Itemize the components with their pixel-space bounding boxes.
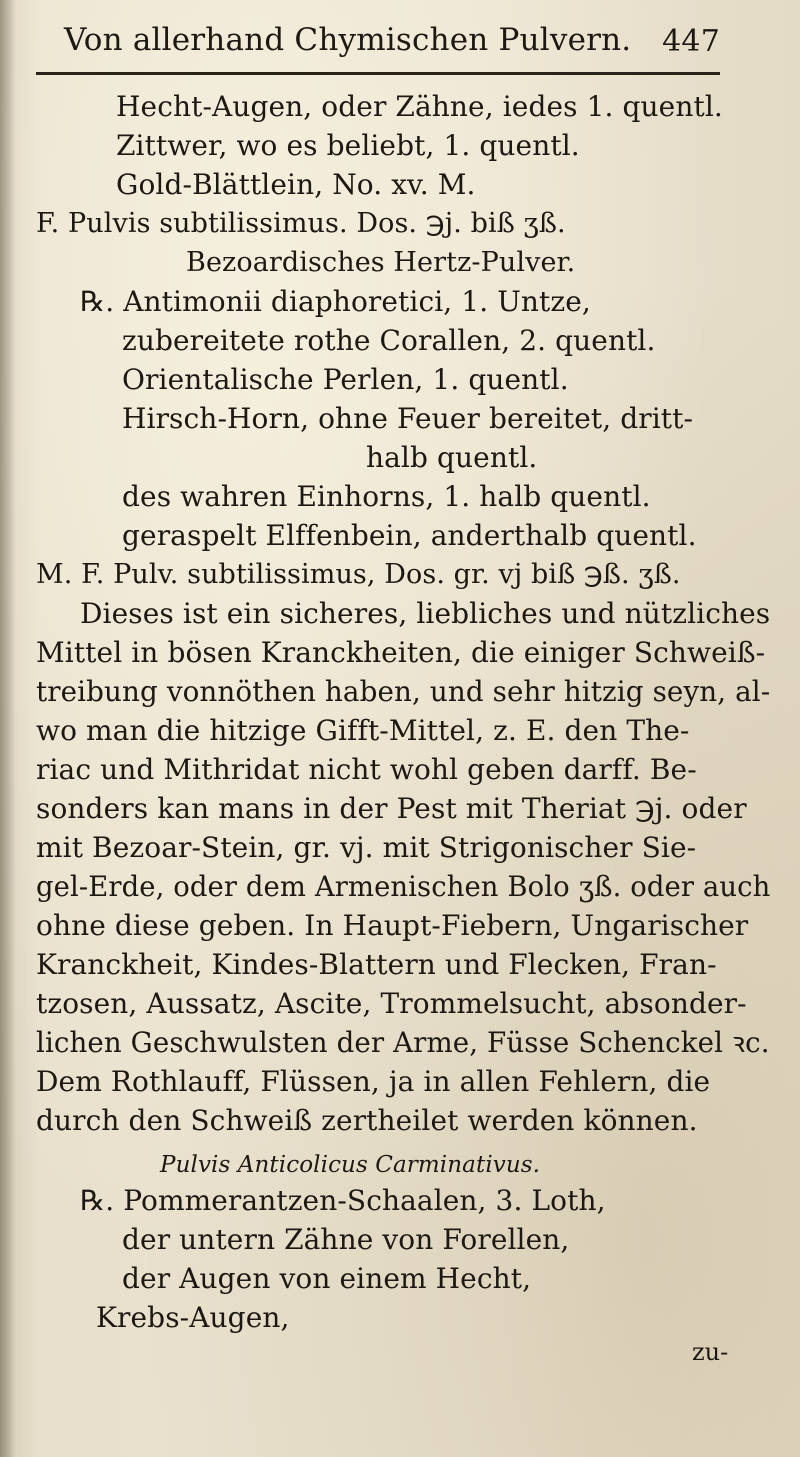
text-line: treibung vonnöthen haben, und sehr hitzig seyn, al- xyxy=(36,675,771,708)
running-title: Von allerhand Chymischen Pulvern. xyxy=(64,22,632,58)
text-line: gel-Erde, oder dem Armenischen Bolo ʒß. oder auch xyxy=(36,870,771,903)
text-line: riac und Mithridat nicht wohl geben darff. Be- xyxy=(36,753,697,786)
catchword: zu- xyxy=(692,1338,729,1366)
text-line: wo man die hitzige Gifft-Mittel, z. E. den The- xyxy=(36,714,690,747)
text-line: des wahren Einhorns, 1. halb quentl. xyxy=(122,480,651,513)
binding-shadow xyxy=(0,0,16,1457)
text-line: Krebs-Augen, xyxy=(96,1301,290,1334)
running-head xyxy=(60,18,720,62)
text-line: F. Pulvis subtilissimus. Dos. ℈j. biß ʒß. xyxy=(36,208,566,239)
section-heading: Pulvis Anticolicus Carminativus. xyxy=(160,1152,541,1178)
text-line: Gold-Blättlein, No. xv. M. xyxy=(116,168,476,201)
text-line: Hecht-Augen, oder Zähne, iedes 1. quentl. xyxy=(116,90,723,123)
section-heading: Bezoardisches Hertz-Pulver. xyxy=(186,247,576,278)
text-line: ℞. Pommerantzen-Schaalen, 3. Loth, xyxy=(80,1184,606,1217)
text-line: halb quentl. xyxy=(366,441,538,474)
text-line: mit Bezoar-Stein, gr. vj. mit Strigonischer Sie- xyxy=(36,831,697,864)
text-line: lichen Geschwulsten der Arme, Füsse Schenckel ꝛc. xyxy=(36,1026,770,1059)
text-line: Zittwer, wo es beliebt, 1. quentl. xyxy=(116,129,580,162)
text-line: tzosen, Aussatz, Ascite, Trommelsucht, absonder- xyxy=(36,987,747,1020)
text-line: ohne diese geben. In Haupt-Fiebern, Ungarischer xyxy=(36,909,749,942)
text-line: durch den Schweiß zertheilet werden können. xyxy=(36,1104,698,1137)
text-line: der untern Zähne von Forellen, xyxy=(122,1223,570,1256)
header-rule xyxy=(36,72,720,75)
text-line: ℞. Antimonii diaphoretici, 1. Untze, xyxy=(80,285,591,318)
text-line: Dieses ist ein sicheres, liebliches und nützliches xyxy=(80,597,771,630)
text-line: geraspelt Elffenbein, anderthalb quentl. xyxy=(122,519,697,552)
text-line: Mittel in bösen Kranckheiten, die einiger Schweiß- xyxy=(36,636,766,669)
text-line: Orientalische Perlen, 1. quentl. xyxy=(122,363,569,396)
text-line: der Augen von einem Hecht, xyxy=(122,1262,532,1295)
page-number: 447 xyxy=(662,24,720,59)
text-line: M. F. Pulv. subtilissimus, Dos. gr. vj biß ℈ß. ʒß. xyxy=(36,559,681,590)
text-line: Dem Rothlauff, Flüssen, ja in allen Fehlern, die xyxy=(36,1065,711,1098)
text-line: zubereitete rothe Corallen, 2. quentl. xyxy=(122,324,656,357)
text-line: Kranckheit, Kindes-Blattern und Flecken, Fran- xyxy=(36,948,717,981)
text-line: Hirsch-Horn, ohne Feuer bereitet, dritt- xyxy=(122,402,694,435)
text-line: sonders kan mans in der Pest mit Theriat ℈j. oder xyxy=(36,792,747,825)
